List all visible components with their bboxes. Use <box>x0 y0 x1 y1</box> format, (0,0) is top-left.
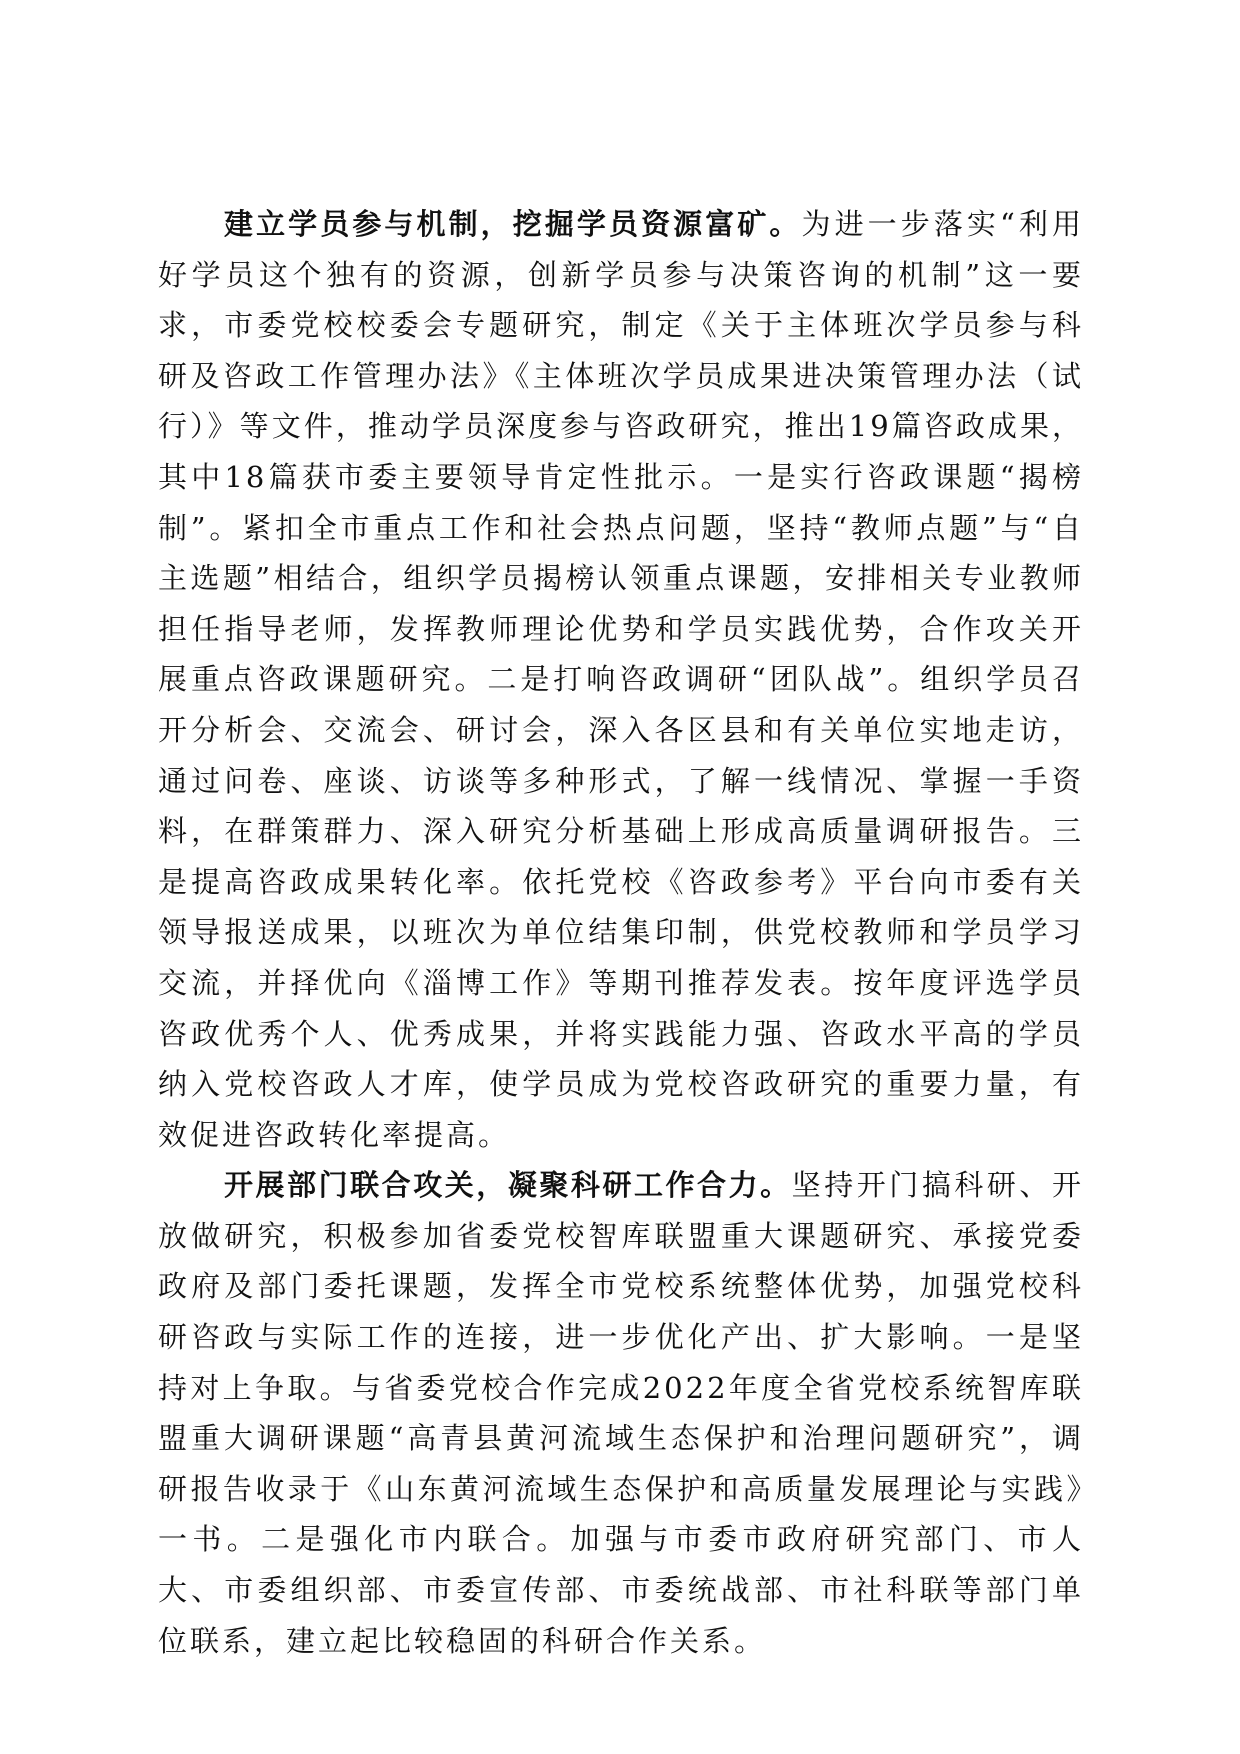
paragraph-text: 为进一步落实“利用好学员这个独有的资源，创新学员参与决策咨询的机制”这一要求，市委党校校委会专题研究，制定《关于主体班次学员参与科研及咨政工作管理办法》《主体班次学员成果进决策管理办法（试行）》等文件，推动学员深度参与咨政研究，推出19篇咨政成果，其中18篇获市委主要领导肯定性批示。一是实行咨政课题“揭榜制”。紧扣全市重点工作和社会热点问题，坚持“教师点题”与“自主选题”相结合，组织学员揭榜认领重点课题，安排相关专业教师担任指导老师，发挥教师理论优势和学员实践优势，合作攻关开展重点咨政课题研究。二是打响咨政调研“团队战”。组织学员召开分析会、交流会、研讨会，深入各区县和有关单位实地走访，通过问卷、座谈、访谈等多种形式，了解一线情况、掌握一手资料，在群策群力、深入研究分析基础上形成高质量调研报告。三是提高咨政成果转化率。依托党校《咨政参考》平台向市委有关领导报送成果，以班次为单位结集印制，供党校教师和学员学习交流，并择优向《淄博工作》等期刊推荐发表。按年度评选学员咨政优秀个人、优秀成果，并将实践能力强、咨政水平高的学员纳入党校咨政人才库，使学员成为党校咨政研究的重要力量，有效促进咨政转化率提高。 <box>158 207 1084 1152</box>
paragraph-text: 坚持开门搞科研、开放做研究，积极参加省委党校智库联盟重大课题研究、承接党委政府及部门委托课题，发挥全市党校系统整体优势，加强党校科研咨政与实际工作的连接，进一步优化产出、扩大影响。一是坚持对上争取。与省委党校合作完成2022年度全省党校系统智库联盟重大调研课题“高青县黄河流域生态保护和治理问题研究”，调研报告收录于《山东黄河流域生态保护和高质量发展理论与实践》一书。二是强化市内联合。加强与市委市政府研究部门、市人大、市委组织部、市委宣传部、市委统战部、市社科联等部门单位联系，建立起比较稳固的科研合作关系。 <box>158 1168 1084 1658</box>
paragraph-heading: 开展部门联合攻关，凝聚科研工作合力。 <box>224 1168 792 1203</box>
paragraph-student-participation <box>158 199 1084 1160</box>
paragraph-joint-research <box>158 1160 1084 1666</box>
paragraph-heading: 建立学员参与机制，挖掘学员资源富矿。 <box>224 207 802 241</box>
document-body <box>158 199 1084 1666</box>
